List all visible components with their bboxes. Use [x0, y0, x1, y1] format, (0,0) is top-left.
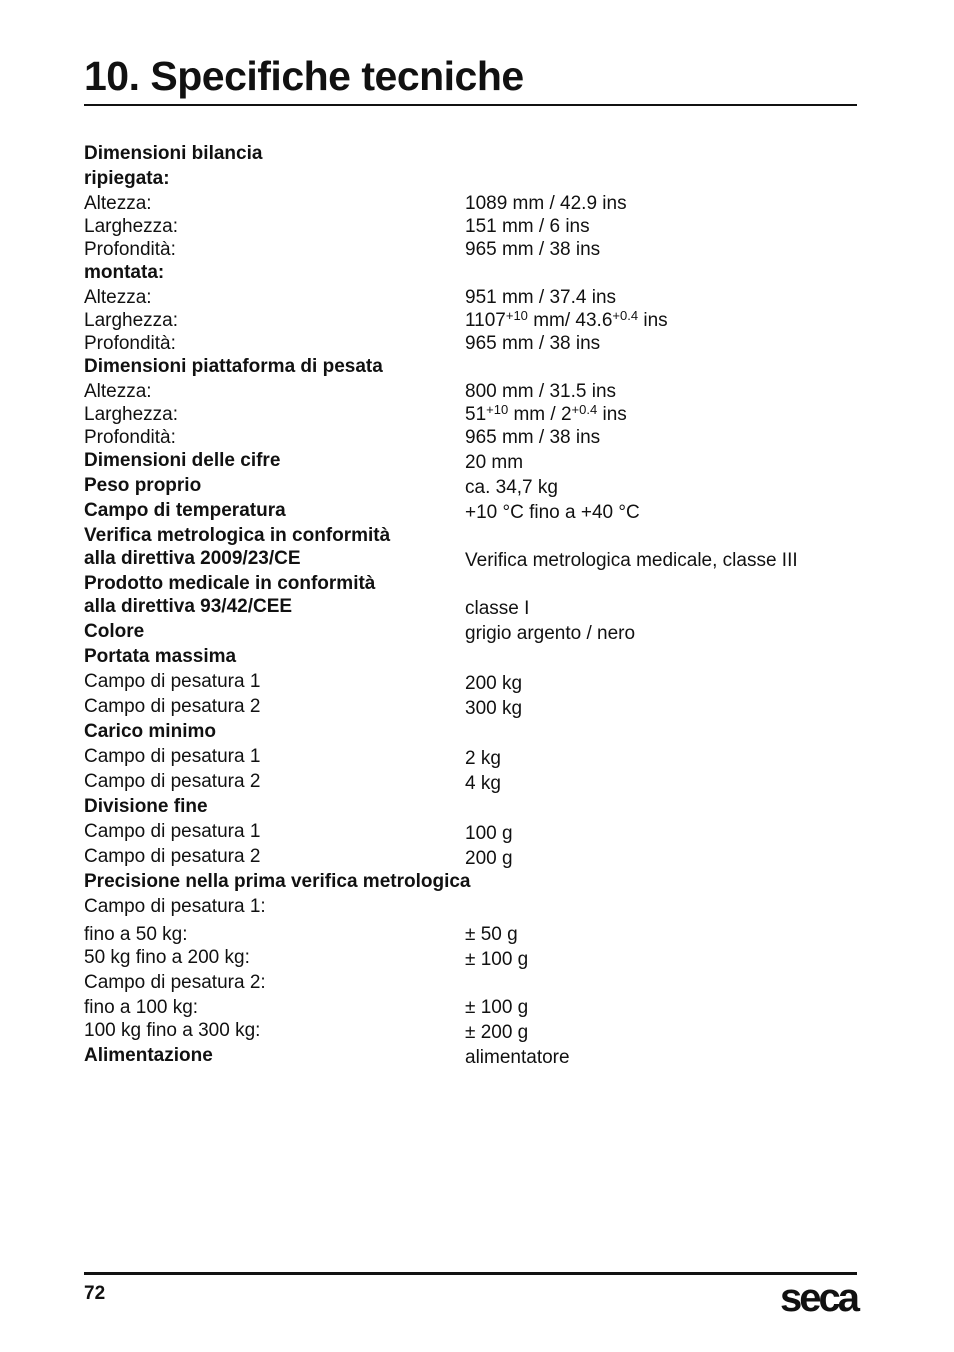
- spec-row: [84, 309, 857, 332]
- spec-row-color: [84, 620, 857, 645]
- spec-subheading-mounted: [84, 261, 857, 286]
- spec-value: 965 mm / 38 ins: [465, 239, 601, 260]
- spec-row: [84, 996, 857, 1019]
- spec-label: Profondità:: [84, 333, 176, 354]
- spec-row: [84, 332, 857, 355]
- spec-label: Larghezza:: [84, 310, 179, 331]
- spec-label: alla direttiva 2009/23/CE: [84, 548, 301, 569]
- spec-value: ca. 34,7 kg: [465, 477, 558, 498]
- spec-heading-division: [84, 795, 857, 820]
- page-title: 10. Specifiche tecniche: [84, 53, 524, 99]
- spec-label: Carico minimo: [84, 721, 216, 742]
- spec-label: Colore: [84, 621, 145, 642]
- spec-row-medical: [84, 595, 857, 620]
- spec-heading-precision: [84, 870, 857, 895]
- spec-value: classe I: [465, 598, 530, 619]
- spec-label: Larghezza:: [84, 404, 179, 425]
- tolerance-superscript: +10: [486, 402, 509, 417]
- spec-label: Peso proprio: [84, 475, 202, 496]
- spec-label: Campo di pesatura 2:: [84, 972, 266, 993]
- spec-label: Campo di pesatura 2: [84, 771, 261, 792]
- spec-label: fino a 100 kg:: [84, 997, 199, 1018]
- spec-value: ± 100 g: [465, 997, 529, 1018]
- spec-label: 100 kg fino a 300 kg:: [84, 1020, 261, 1041]
- spec-value: 200 kg: [465, 673, 523, 694]
- spec-heading-medical: [84, 572, 857, 595]
- spec-label: Dimensioni bilancia: [84, 143, 263, 164]
- spec-value: 965 mm / 38 ins: [465, 333, 601, 354]
- value-part: mm/ 43.6: [527, 310, 613, 331]
- spec-heading-min-load: [84, 720, 857, 745]
- spec-label: fino a 50 kg:: [84, 924, 188, 945]
- spec-value: [465, 403, 627, 426]
- spec-label: ripiegata:: [84, 168, 170, 189]
- spec-row-weight: [84, 474, 857, 499]
- spec-row: [84, 286, 857, 309]
- spec-label: Precisione nella prima verifica metrologica: [84, 871, 471, 892]
- spec-value: 20 mm: [465, 452, 524, 473]
- spec-subheading-range2: [84, 971, 857, 996]
- spec-row: [84, 695, 857, 720]
- spec-value: alimentatore: [465, 1047, 570, 1068]
- title-divider: [84, 104, 857, 106]
- spec-value: 200 g: [465, 848, 513, 869]
- tolerance-superscript: +0.4: [612, 308, 639, 323]
- spec-heading-max-load: [84, 645, 857, 670]
- spec-label: Campo di pesatura 1:: [84, 896, 266, 917]
- value-part: ins: [597, 404, 627, 425]
- spec-subheading-range1: [84, 895, 857, 923]
- spec-row-digits: [84, 449, 857, 474]
- spec-row: [84, 426, 857, 449]
- spec-row: [84, 238, 857, 261]
- spec-heading-folded: [84, 142, 857, 167]
- spec-label: montata:: [84, 262, 165, 283]
- spec-label: Divisione fine: [84, 796, 208, 817]
- value-part: ins: [638, 310, 668, 331]
- spec-value: 1089 mm / 42.9 ins: [465, 193, 627, 214]
- spec-label: Larghezza:: [84, 216, 179, 237]
- spec-label: Campo di pesatura 2: [84, 846, 261, 867]
- spec-label: Prodotto medicale in conformità: [84, 573, 376, 594]
- spec-row: [84, 380, 857, 403]
- spec-label: Campo di temperatura: [84, 500, 286, 521]
- value-part: mm / 2: [508, 404, 572, 425]
- spec-row-temperature: [84, 499, 857, 524]
- spec-value: 800 mm / 31.5 ins: [465, 381, 617, 402]
- spec-label: Verifica metrologica in conformità: [84, 525, 391, 546]
- spec-row: [84, 192, 857, 215]
- spec-row: [84, 923, 857, 946]
- spec-value: 151 mm / 6 ins: [465, 216, 590, 237]
- value-part: 51: [465, 404, 487, 425]
- tolerance-superscript: +10: [505, 308, 528, 323]
- spec-table: [84, 142, 857, 1069]
- spec-value: ± 50 g: [465, 924, 518, 945]
- spec-row: [84, 745, 857, 770]
- spec-row: [84, 946, 857, 971]
- spec-value: ± 100 g: [465, 949, 529, 970]
- spec-row: [84, 1019, 857, 1044]
- spec-label: Campo di pesatura 2: [84, 696, 261, 717]
- spec-value: 100 g: [465, 823, 513, 844]
- spec-value: grigio argento / nero: [465, 623, 636, 644]
- spec-value: 951 mm / 37.4 ins: [465, 287, 617, 308]
- spec-value: 300 kg: [465, 698, 523, 719]
- spec-row: [84, 215, 857, 238]
- spec-label: Altezza:: [84, 381, 152, 402]
- spec-row: [84, 770, 857, 795]
- spec-label: Campo di pesatura 1: [84, 821, 261, 842]
- spec-value: ± 200 g: [465, 1022, 529, 1043]
- spec-label: Campo di pesatura 1: [84, 746, 261, 767]
- spec-label: Campo di pesatura 1: [84, 671, 261, 692]
- spec-label: Alimentazione: [84, 1045, 213, 1066]
- spec-row-verification: [84, 547, 857, 572]
- spec-label: Altezza:: [84, 193, 152, 214]
- spec-value: 965 mm / 38 ins: [465, 427, 601, 448]
- spec-row: [84, 670, 857, 695]
- spec-row: [84, 403, 857, 426]
- seca-logo: seca: [780, 1276, 857, 1320]
- spec-row-power: [84, 1044, 857, 1069]
- page-number: 72: [84, 1283, 106, 1304]
- spec-heading-verification: [84, 524, 857, 547]
- spec-label: alla direttiva 93/42/CEE: [84, 596, 293, 617]
- spec-row: [84, 820, 857, 845]
- spec-label: Profondità:: [84, 427, 176, 448]
- spec-label: 50 kg fino a 200 kg:: [84, 947, 250, 968]
- footer-divider: [84, 1272, 857, 1275]
- spec-heading-platform: [84, 355, 857, 380]
- spec-label: Dimensioni piattaforma di pesata: [84, 356, 383, 377]
- spec-subheading-folded: [84, 167, 857, 192]
- spec-value: +10 °C fino a +40 °C: [465, 502, 640, 523]
- spec-label: Profondità:: [84, 239, 176, 260]
- tolerance-superscript: +0.4: [571, 402, 598, 417]
- value-part: 1107: [465, 310, 506, 331]
- spec-value: 4 kg: [465, 773, 501, 794]
- spec-label: Altezza:: [84, 287, 152, 308]
- spec-value: [465, 309, 668, 332]
- spec-value: Verifica metrologica medicale, classe III: [465, 550, 798, 571]
- spec-label: Dimensioni delle cifre: [84, 450, 281, 471]
- spec-value: 2 kg: [465, 748, 501, 769]
- spec-row: [84, 845, 857, 870]
- spec-label: Portata massima: [84, 646, 237, 667]
